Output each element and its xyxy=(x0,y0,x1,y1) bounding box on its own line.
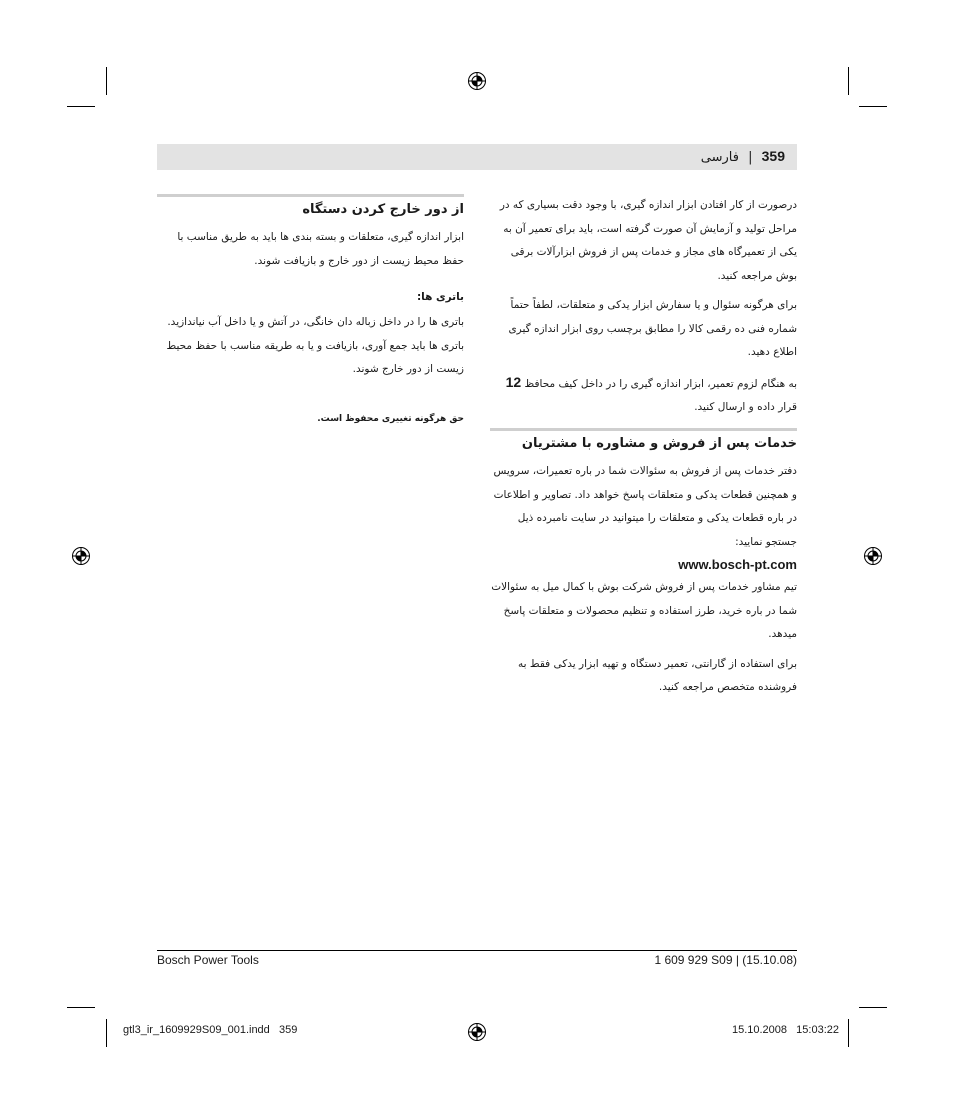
page-header-text xyxy=(701,148,785,165)
spare-parts-paragraph: برای هرگونه سئوال و یا سفارش ابزار یدکی و متعلقات، لطفاً حتماً شماره فنی ده رقمی کالا را مطابق برچسب روی ابزار اندازه گیری اطلاع دهید. xyxy=(508,299,797,358)
left-column xyxy=(157,200,464,431)
registration-mark-icon xyxy=(467,71,487,91)
footer-document-number: 1 609 929 S09 | (15.10.08) xyxy=(654,953,797,967)
section-divider xyxy=(490,428,797,431)
registration-mark-icon xyxy=(467,1022,487,1042)
protective-bag-text: به هنگام لزوم تعمیر، ابزار اندازه گیری را در داخل کیف محافظ xyxy=(524,377,797,390)
section-divider xyxy=(157,194,464,197)
consulting-paragraph: تیم مشاور خدمات پس از فروش شرکت بوش با کمال میل به سئوالات شما در باره خرید، طرز استفاده و تنظیم محصولات و متعلقات پاسخ میدهد. xyxy=(491,581,797,640)
footer-rule xyxy=(157,950,797,951)
crop-mark-bottom-right-vertical xyxy=(848,1019,849,1047)
right-column-service xyxy=(490,434,797,706)
footer-brand: Bosch Power Tools xyxy=(157,953,259,967)
crop-mark-top-left-horizontal xyxy=(67,106,95,107)
protective-bag-text-end: قرار داده و ارسال کنید. xyxy=(694,401,797,413)
slug-filename: gtl3_ir_1609929S09_001.indd 359 xyxy=(123,1024,298,1036)
registration-mark-icon xyxy=(863,546,883,566)
header-separator: | xyxy=(748,150,753,165)
slug-datetime: 15.10.2008 15:03:22 xyxy=(731,1024,839,1036)
website-link[interactable]: www.bosch-pt.com xyxy=(678,557,797,572)
rights-reserved-note: حق هرگونه تغییری محفوظ است. xyxy=(317,413,464,424)
crop-mark-bottom-right-horizontal xyxy=(859,1007,887,1008)
disposal-heading: از دور خارج کردن دستگاه xyxy=(302,202,464,217)
header-language: فارسی xyxy=(700,150,739,165)
protective-bag-paragraph xyxy=(490,371,797,420)
disposal-paragraph: ابزار اندازه گیری، متعلقات و بسته بندی ها باید به طریق مناسب با حفظ محیط زیست از دور خارج و بازیافت شوند. xyxy=(177,231,464,267)
warranty-paragraph: برای استفاده از گارانتی، تعمیر دستگاه و تهیه ابزار یدکی فقط به فروشنده متخصص مراجعه کنید. xyxy=(518,657,797,693)
registration-mark-icon xyxy=(71,546,91,566)
page-header xyxy=(157,144,797,170)
bag-reference-number: 12 xyxy=(505,373,522,390)
crop-mark-top-right-horizontal xyxy=(859,106,887,107)
batteries-subheading: باتری ها: xyxy=(416,291,464,303)
service-paragraph: دفتر خدمات پس از فروش به سئوالات شما در باره تعمیرات، سرویس و همچنین قطعات یدکی و متعلقات پاسخ خواهد داد. تصاویر و اطلاعات در باره قطعات یدکی و متعلقات را میتوانید در سایت نامبرده ذیل جستجو نمایید: xyxy=(493,465,797,548)
right-column xyxy=(490,194,797,426)
crop-mark-top-left-vertical xyxy=(106,67,107,95)
crop-mark-bottom-left-horizontal xyxy=(67,1007,95,1008)
crop-mark-bottom-left-vertical xyxy=(106,1019,107,1047)
after-sales-heading: خدمات پس از فروش و مشاوره با مشتریان xyxy=(521,436,797,451)
crop-mark-top-right-vertical xyxy=(848,67,849,95)
batteries-paragraph: باتری ها را در داخل زباله دان خانگی، در آتش و یا داخل آب نیاندازید. باتری ها باید جمع آوری، بازیافت و یا به طریقه مناسب با حفظ محیط زیست از دور خارج شوند. xyxy=(166,316,464,375)
page-number: 359 xyxy=(761,148,785,164)
repair-paragraph: درصورت از کار افتادن ابزار اندازه گیری، با وجود دقت بسیاری که در مراحل تولید و آزمایش آن صورت گرفته است، باید برای تعمیر آن به یکی از تعمیرگاه های مجاز و خدمات پس از فروش ابزارآلات برقی بوش مراجعه کنید. xyxy=(499,199,797,282)
